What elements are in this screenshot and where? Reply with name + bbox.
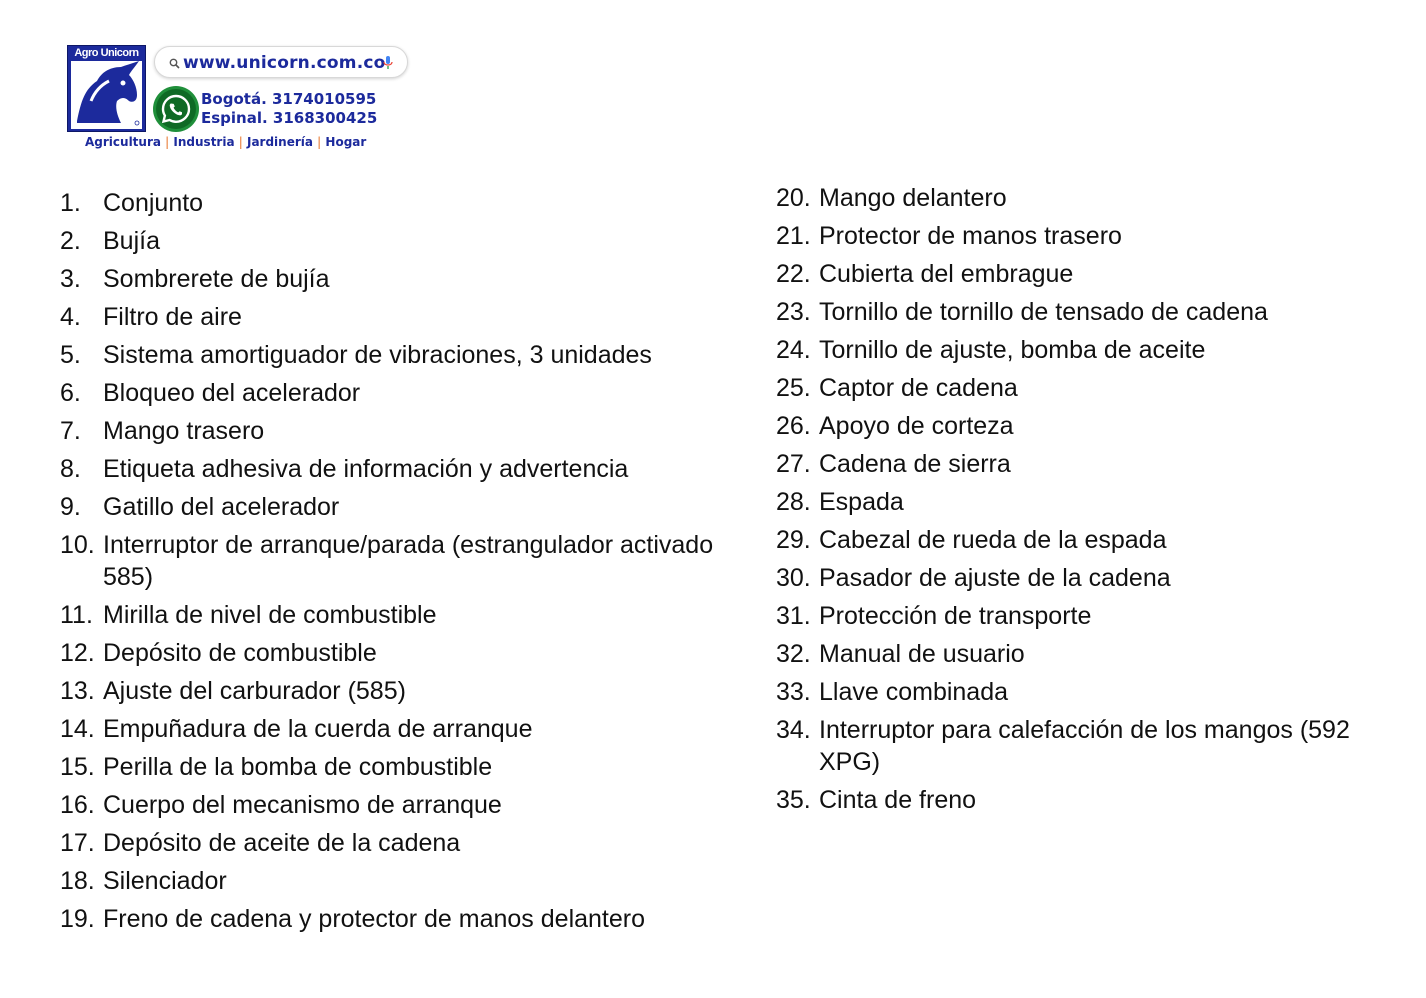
part-label: Cabezal de rueda de la espada bbox=[819, 526, 1167, 554]
part-number: 16. bbox=[60, 791, 95, 819]
part-label: Tornillo de tornillo de tensado de cadena bbox=[819, 298, 1268, 326]
part-label: Sistema amortiguador de vibraciones, 3 unidades bbox=[103, 341, 652, 369]
part-item bbox=[776, 258, 1416, 290]
part-number: 9. bbox=[60, 493, 81, 521]
part-label: Cinta de freno bbox=[819, 786, 977, 814]
part-label: Gatillo del acelerador bbox=[103, 493, 340, 521]
part-item bbox=[776, 676, 1416, 708]
parts-list-right bbox=[776, 182, 1416, 822]
part-number: 30. bbox=[776, 564, 811, 592]
part-number: 23. bbox=[776, 298, 811, 326]
part-label: Interruptor de arranque/parada (estrangulador activado 585) bbox=[103, 531, 714, 591]
part-item bbox=[60, 865, 750, 897]
part-number: 29. bbox=[776, 526, 811, 554]
whatsapp-icon bbox=[152, 85, 200, 133]
website-url-bar[interactable] bbox=[154, 46, 408, 78]
part-number: 3. bbox=[60, 265, 81, 293]
part-number: 5. bbox=[60, 341, 81, 369]
website-url[interactable]: www.unicorn.com.co bbox=[183, 53, 386, 73]
part-label: Sombrerete de bujía bbox=[103, 265, 330, 293]
part-item bbox=[60, 529, 750, 593]
part-label: Etiqueta adhesiva de información y advertencia bbox=[103, 455, 629, 483]
part-item bbox=[60, 713, 750, 745]
microphone-icon bbox=[383, 56, 393, 70]
part-item bbox=[776, 638, 1416, 670]
part-label: Llave combinada bbox=[819, 678, 1009, 706]
part-label: Perilla de la bomba de combustible bbox=[103, 753, 493, 781]
part-item bbox=[776, 334, 1416, 366]
phone-numbers bbox=[201, 90, 377, 128]
part-number: 1. bbox=[60, 189, 81, 217]
category-agricultura: Agricultura bbox=[85, 135, 161, 149]
part-item bbox=[776, 410, 1416, 442]
part-label: Ajuste del carburador (585) bbox=[103, 677, 406, 705]
parts-list-left bbox=[60, 187, 750, 941]
part-label: Empuñadura de la cuerda de arranque bbox=[103, 715, 533, 743]
part-number: 12. bbox=[60, 639, 95, 667]
part-item bbox=[60, 187, 750, 219]
category-separator: | bbox=[317, 135, 322, 149]
part-label: Mango trasero bbox=[103, 417, 265, 445]
part-number: 14. bbox=[60, 715, 95, 743]
category-links bbox=[85, 135, 366, 149]
part-item bbox=[60, 637, 750, 669]
part-label: Filtro de aire bbox=[103, 303, 242, 331]
logo-brand-text: Agro Unicorn bbox=[74, 47, 139, 59]
part-number: 33. bbox=[776, 678, 811, 706]
part-label: Protector de manos trasero bbox=[819, 222, 1122, 250]
part-label: Pasador de ajuste de la cadena bbox=[819, 564, 1171, 592]
part-item bbox=[776, 220, 1416, 252]
unicorn-head-icon bbox=[71, 61, 142, 129]
category-hogar: Hogar bbox=[325, 135, 367, 149]
part-label: Tornillo de ajuste, bomba de aceite bbox=[819, 336, 1206, 364]
part-item bbox=[60, 491, 750, 523]
phone-espinal: Espinal. 3168300425 bbox=[201, 109, 378, 127]
part-number: 6. bbox=[60, 379, 81, 407]
search-icon bbox=[169, 58, 180, 69]
part-label: Captor de cadena bbox=[819, 374, 1018, 402]
part-label: Mango delantero bbox=[819, 184, 1007, 212]
category-separator: | bbox=[238, 135, 243, 149]
part-number: 32. bbox=[776, 640, 811, 668]
part-label: Mirilla de nivel de combustible bbox=[103, 601, 437, 629]
part-item bbox=[60, 751, 750, 783]
part-item bbox=[776, 784, 1416, 816]
part-item bbox=[60, 377, 750, 409]
part-number: 13. bbox=[60, 677, 95, 705]
part-number: 26. bbox=[776, 412, 811, 440]
part-label: Conjunto bbox=[103, 189, 204, 217]
part-item bbox=[776, 182, 1416, 214]
part-item bbox=[776, 296, 1416, 328]
part-number: 21. bbox=[776, 222, 811, 250]
part-number: 22. bbox=[776, 260, 811, 288]
part-number: 4. bbox=[60, 303, 81, 331]
part-number: 28. bbox=[776, 488, 811, 516]
part-item bbox=[60, 675, 750, 707]
part-item bbox=[60, 339, 750, 371]
part-item bbox=[60, 301, 750, 333]
part-item bbox=[776, 600, 1416, 632]
part-number: 18. bbox=[60, 867, 95, 895]
part-item bbox=[776, 714, 1416, 778]
part-label: Depósito de combustible bbox=[103, 639, 377, 667]
part-item bbox=[776, 372, 1416, 404]
part-number: 35. bbox=[776, 786, 811, 814]
part-number: 31. bbox=[776, 602, 811, 630]
part-item bbox=[60, 827, 750, 859]
part-item bbox=[60, 415, 750, 447]
agro-unicorn-logo bbox=[67, 45, 146, 132]
part-label: Apoyo de corteza bbox=[819, 412, 1014, 440]
part-number: 19. bbox=[60, 905, 95, 933]
part-item bbox=[60, 453, 750, 485]
part-label: Protección de transporte bbox=[819, 602, 1092, 630]
part-number: 8. bbox=[60, 455, 81, 483]
part-item bbox=[60, 599, 750, 631]
part-number: 25. bbox=[776, 374, 811, 402]
part-number: 20. bbox=[776, 184, 811, 212]
part-number: 11. bbox=[60, 601, 93, 629]
part-item bbox=[60, 263, 750, 295]
part-number: 34. bbox=[776, 716, 811, 744]
category-separator: | bbox=[165, 135, 170, 149]
part-item bbox=[776, 448, 1416, 480]
part-label: Silenciador bbox=[103, 867, 227, 895]
part-label: Interruptor para calefacción de los mangos (592 XPG) bbox=[819, 716, 1350, 776]
part-number: 10. bbox=[60, 531, 95, 559]
part-label: Bloqueo del acelerador bbox=[103, 379, 361, 407]
part-item bbox=[60, 225, 750, 257]
part-number: 15. bbox=[60, 753, 95, 781]
part-label: Bujía bbox=[103, 227, 160, 255]
category-industria: Industria bbox=[173, 135, 235, 149]
part-number: 27. bbox=[776, 450, 811, 478]
part-label: Freno de cadena y protector de manos delantero bbox=[103, 905, 646, 933]
part-label: Manual de usuario bbox=[819, 640, 1025, 668]
part-item bbox=[776, 524, 1416, 556]
part-label: Espada bbox=[819, 488, 904, 516]
part-item bbox=[60, 789, 750, 821]
part-item bbox=[776, 486, 1416, 518]
part-label: Depósito de aceite de la cadena bbox=[103, 829, 461, 857]
part-label: Cadena de sierra bbox=[819, 450, 1011, 478]
part-item bbox=[60, 903, 750, 935]
category-jardineria: Jardinería bbox=[246, 135, 313, 149]
part-item bbox=[776, 562, 1416, 594]
part-number: 24. bbox=[776, 336, 811, 364]
brand-header bbox=[66, 44, 416, 154]
part-label: Cubierta del embrague bbox=[819, 260, 1074, 288]
phone-bogota: Bogotá. 3174010595 bbox=[201, 90, 377, 108]
part-label: Cuerpo del mecanismo de arranque bbox=[103, 791, 502, 819]
part-number: 2. bbox=[60, 227, 81, 255]
part-number: 7. bbox=[60, 417, 81, 445]
part-number: 17. bbox=[60, 829, 95, 857]
